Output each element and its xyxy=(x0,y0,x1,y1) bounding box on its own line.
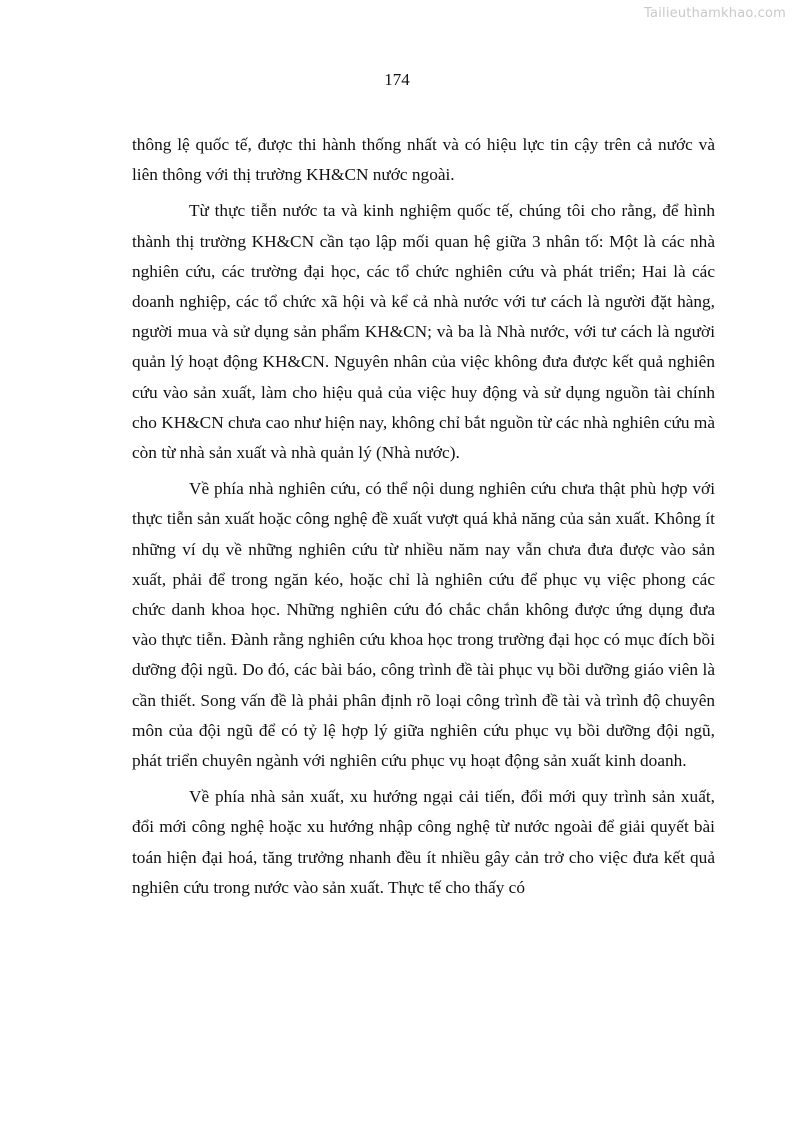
page-number: 174 xyxy=(384,70,410,89)
paragraph-continuation: thông lệ quốc tế, được thi hành thống nhất và có hiệu lực tin cậy trên cả nước và liên thông với thị trường KH&CN nước ngoài. xyxy=(132,135,715,185)
paragraph-researcher-side: Về phía nhà nghiên cứu, có thể nội dung nghiên cứu chưa thật phù hợp với thực tiễn sản xuất hoặc công nghệ đề xuất vượt quá khả năng của sản xuất. Không ít những ví dụ về những nghiên cứu từ nhiều năm nay vẫn chưa đưa được vào sản xuất, phải để trong ngăn kéo, hoặc chỉ là nghiên cứu để phục vụ việc phong các chức danh khoa học. Những nghiên cứu đó chắc chắn không được ứng dụng đưa vào thực tiễn. Đành rằng nghiên cứu khoa học trong trường đại học có mục đích bồi dưỡng đội ngũ. Do đó, các bài báo, công trình đề tài phục vụ bồi dưỡng giáo viên là cần thiết. Song vấn đề là phải phân định rõ loại công trình đề tài và trình độ chuyên môn của đội ngũ để có tỷ lệ hợp lý giữa nghiên cứu phục vụ bồi dưỡng đội ngũ, phát triển chuyên ngành với nghiên cứu phục vụ hoạt động sản xuất kinh doanh. xyxy=(132,479,715,771)
paragraph-producer-side: Về phía nhà sản xuất, xu hướng ngại cải tiến, đổi mới quy trình sản xuất, đổi mới công nghệ hoặc xu hướng nhập công nghệ từ nước ngoài để giải quyết bài toán hiện đại hoá, tăng trưởng nhanh đều ít nhiều gây cản trở cho việc đưa kết quả nghiên cứu trong nước vào sản xuất. Thực tế cho thấy có xyxy=(132,787,715,897)
document-body xyxy=(132,130,715,909)
watermark-text: Tailieuthamkhao.com xyxy=(644,6,786,21)
paragraph-market-factors: Từ thực tiễn nước ta và kinh nghiệm quốc tế, chúng tôi cho rằng, để hình thành thị trường KH&CN cần tạo lập mối quan hệ giữa 3 nhân tố: Một là các nhà nghiên cứu, các trường đại học, các tổ chức nghiên cứu và phát triển; Hai là các doanh nghiệp, các tổ chức xã hội và kể cả nhà nước với tư cách là người đặt hàng, người mua và sử dụng sản phẩm KH&CN; và ba là Nhà nước, với tư cách là người quản lý hoạt động KH&CN. Nguyên nhân của việc không đưa được kết quả nghiên cứu vào sản xuất, làm cho hiệu quả của việc huy động và sử dụng nguồn tài chính cho KH&CN chưa cao như hiện nay, không chỉ bắt nguồn từ các nhà nghiên cứu mà còn từ nhà sản xuất và nhà quản lý (Nhà nước). xyxy=(132,201,715,463)
